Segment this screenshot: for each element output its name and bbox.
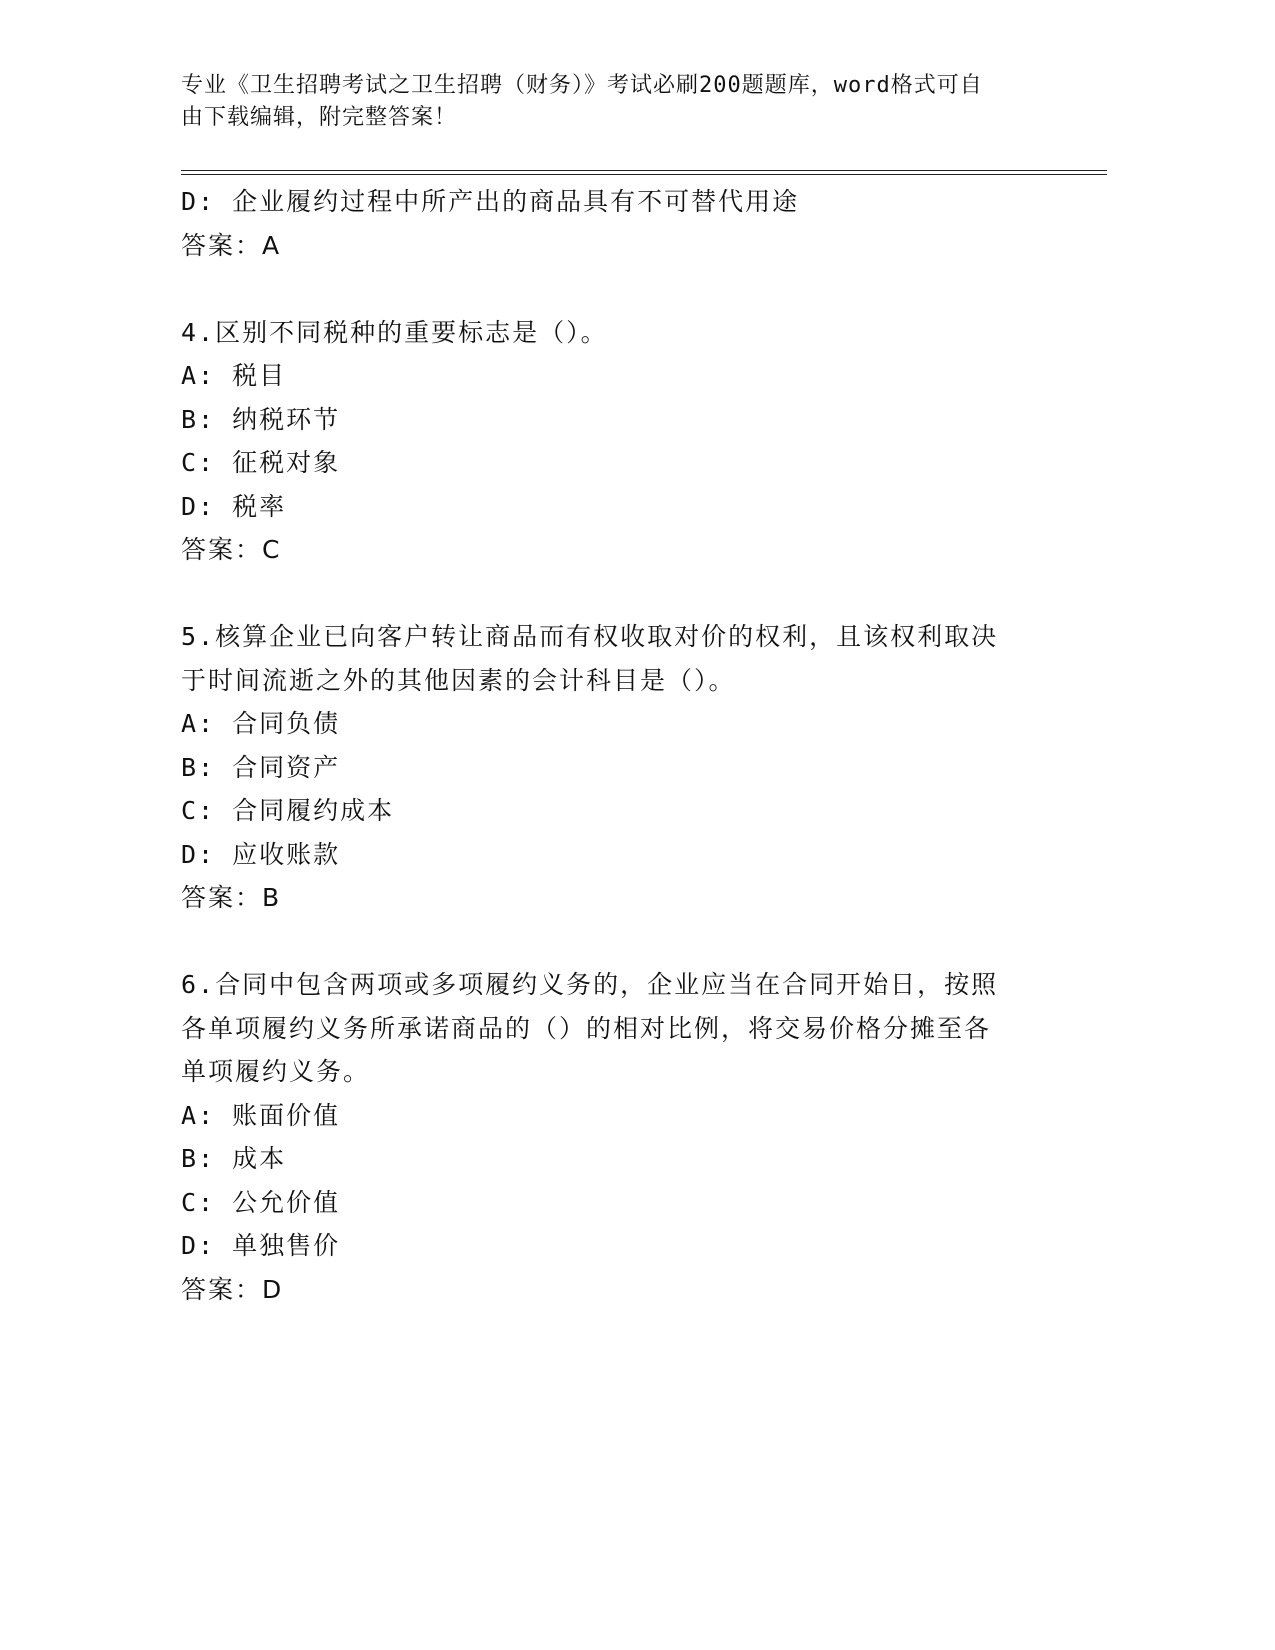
question-6-stem-line-3: 单项履约义务。 [181,1057,371,1086]
spacer [181,267,1041,311]
previous-answer: 答案：A [181,230,282,260]
question-5-stem-line-1: 5.核算企业已向客户转让商品而有权收取对价的权利，且该权利取决 [181,622,999,651]
question-5-answer: 答案：B [181,883,282,912]
question-4-option-c: C: 征税对象 [181,448,341,477]
question-5 [181,615,1041,920]
spacer [181,920,1041,964]
question-5-option-b: B: 合同资产 [181,752,341,782]
question-4-stem: 4.区别不同税种的重要标志是（）。 [181,317,608,347]
question-content [181,180,1041,1311]
question-6-option-d: D: 单独售价 [181,1231,341,1260]
header-title-line-2: 由下载编辑，附完整答案！ [181,105,458,130]
question-6-option-a: A: 账面价值 [181,1100,341,1130]
header-divider-top [181,170,1107,171]
question-4-option-d: D: 税率 [181,491,287,521]
question-4-option-a: A: 税目 [181,361,287,390]
question-6-option-b: B: 成本 [181,1144,287,1173]
question-4-answer: 答案：C [181,535,282,564]
header-title-line-1: 专业《卫生招聘考试之卫生招聘（财务）》考试必刷200题题库，word格式可自 [181,73,983,98]
previous-option-d: D: 企业履约过程中所产出的商品具有不可替代用途 [181,187,800,216]
question-5-option-d: D: 应收账款 [181,839,341,869]
spacer [181,572,1041,616]
question-6-stem-line-2: 各单项履约义务所承诺商品的（）的相对比例，将交易价格分摊至各 [181,1013,992,1043]
question-6-answer: 答案：D [181,1274,284,1304]
question-5-option-a: A: 合同负债 [181,709,341,738]
question-5-option-c: C: 合同履约成本 [181,796,395,825]
header-divider-bottom [181,174,1107,175]
question-6-stem-line-1: 6.合同中包含两项或多项履约义务的，企业应当在合同开始日，按照 [181,970,999,999]
page-header [181,70,1041,134]
question-6-option-c: C: 公允价值 [181,1187,341,1217]
question-5-stem-line-2: 于时间流逝之外的其他因素的会计科目是（）。 [181,665,736,695]
question-4-option-b: B: 纳税环节 [181,404,341,434]
question-4 [181,311,1041,572]
question-6 [181,963,1041,1311]
